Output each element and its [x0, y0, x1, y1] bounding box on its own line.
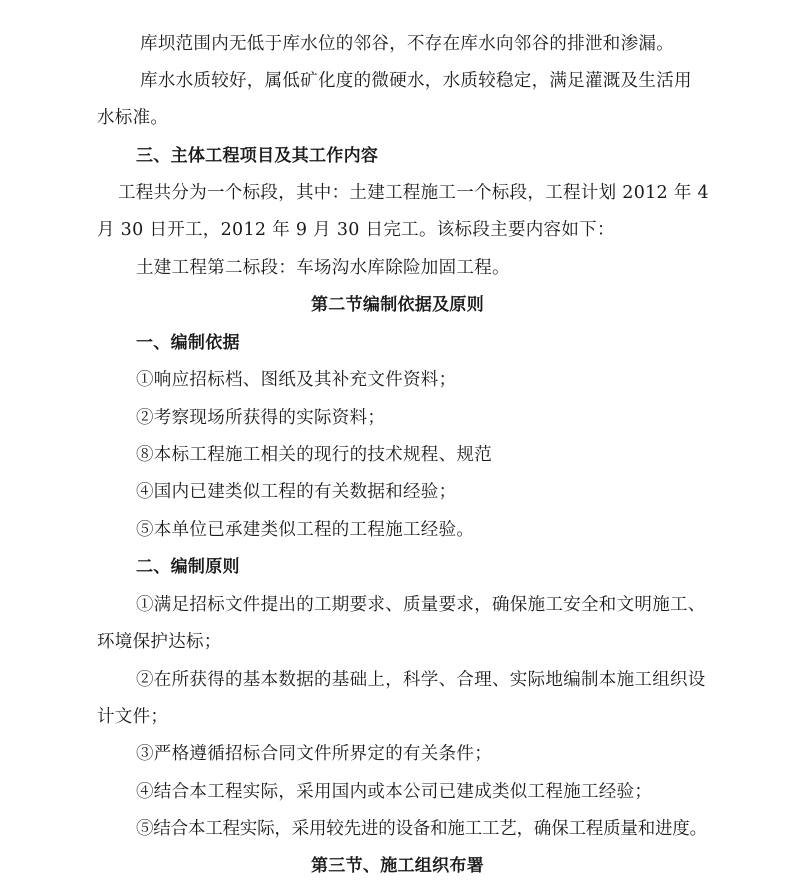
list-item-basis-1: ①响应招标档、图纸及其补充文件资料；	[136, 370, 457, 390]
list-item-principle-2-line2: 计文件；	[97, 707, 169, 727]
list-item-principle-2-line1: ②在所获得的基本数据的基础上，科学、合理、实际地编制本施工组织设	[136, 670, 706, 690]
list-item-principle-1-line1: ①满足招标文件提出的工期要求、质量要求，确保施工安全和文明施工、	[136, 595, 706, 615]
paragraph-second-section: 土建工程第二标段：车场沟水库除险加固工程。	[136, 258, 510, 278]
paragraph-water-quality-line1: 库水水质较好，属低矿化度的微硬水，水质较稳定，满足灌溉及生活用	[140, 71, 692, 91]
paragraph-project-plan-line1: 工程共分为一个标段，其中：土建工程施工一个标段，工程计划 2012 年 4	[118, 183, 709, 203]
list-item-basis-2: ②考察现场所获得的实际资料；	[136, 408, 386, 428]
chapter-heading-basis-principles: 第二节编制依据及原则	[311, 295, 484, 315]
heading-principles: 二、编制原则	[136, 557, 240, 577]
list-item-basis-5: ⑤本单位已承建类似工程的工程施工经验。	[136, 520, 475, 540]
list-item-principle-1-line2: 环境保护达标；	[97, 632, 222, 652]
paragraph-water-quality-line2: 水标准。	[97, 108, 169, 128]
list-item-principle-3: ③严格遵循招标合同文件所界定的有关条件；	[136, 744, 492, 764]
list-item-basis-4: ④国内已建类似工程的有关数据和经验；	[136, 482, 457, 502]
heading-basis: 一、编制依据	[136, 333, 240, 353]
paragraph-project-plan-line2: 月 30 日开工，2012 年 9 月 30 日完工。该标段主要内容如下：	[97, 220, 615, 240]
list-item-principle-4: ④结合本工程实际，采用国内或本公司已建成类似工程施工经验；	[136, 782, 653, 802]
list-item-basis-3: ⑧本标工程施工相关的现行的技术规程、规范	[136, 445, 492, 465]
paragraph-reservoir-boundary: 库坝范围内无低于库水位的邻谷，不存在库水向邻谷的排泄和渗漏。	[140, 34, 674, 54]
chapter-heading-construction-layout: 第三节、施工组织布署	[311, 856, 484, 876]
section-heading-main-project: 三、主体工程项目及其工作内容	[136, 146, 379, 166]
list-item-principle-5: ⑤结合本工程实际，采用较先进的设备和施工工艺，确保工程质量和进度。	[136, 819, 707, 839]
